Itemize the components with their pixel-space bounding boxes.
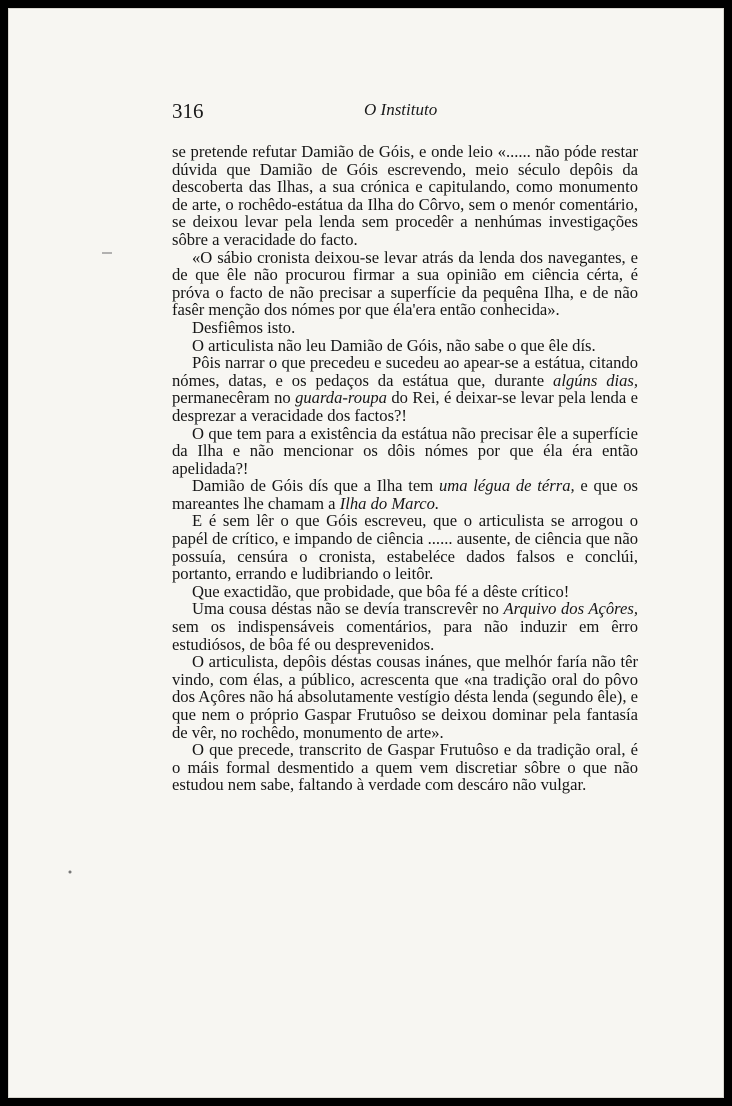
paragraph-p10	[172, 600, 638, 653]
paragraph-text: O articulista não leu Damião de Góis, não sabe o que êle dís.	[192, 335, 596, 355]
italic-text: uma légua de térra,	[438, 476, 575, 496]
paragraph-p12	[172, 741, 638, 794]
body-text	[172, 143, 638, 794]
paragraph-p5	[172, 354, 638, 424]
italic-text: guarda-roupa	[295, 388, 387, 408]
paragraph-text: O articulista, depôis déstas cousas inánes, que melhór faría não têr vindo, com élas, a público, acrescenta que «na tradição oral do pôvo dos Açôres não há absolutamente vestígio désta lenda (segundo êle), e que nem o próprio Gaspar Frutuôso se deixou dominar pela fantasía de vêr, no rochêdo, monumento de arte».	[172, 652, 638, 742]
paragraph-text: Que exactidão, que probidade, que bôa fé a dêste crítico!	[192, 581, 570, 601]
page-number: 316	[172, 99, 204, 123]
paragraph-text: se pretende refutar Damião de Góis, e onde leio «...... não póde restar dúvida que Damião de Góis escrevendo, meio século depôis da descoberta das Ilhas, a sua crónica e capitulando, como monumento de arte, o rochêdo-estátua da Ilha do Côrvo, sem o menór comentário, se deixou levar pela lenda sem procedêr a nenhúmas investigações sôbre a veracidade do facto.	[172, 142, 638, 249]
paragraph-text: sem os indispensáveis comentários, para não induzir em êrro estudiósos, de bôa fé ou desprevenidos.	[172, 617, 638, 654]
paragraph-text: permanecêram no	[172, 388, 296, 408]
paragraph-text: do Rei, é deixar-se levar pela lenda e desprezar a veracidade dos factos?!	[172, 388, 638, 425]
paragraph-p3	[172, 319, 638, 337]
running-title: O Instituto	[364, 100, 438, 119]
paragraph-text: e que os mareantes lhe chamam a	[172, 476, 638, 513]
italic-text: algúns dias,	[553, 370, 639, 390]
paragraph-p1	[172, 143, 638, 249]
paragraph-p8	[172, 512, 638, 582]
paragraph-p11	[172, 653, 638, 741]
paragraph-p4	[172, 337, 638, 355]
paragraph-text: O que tem para a existência da estátua não precisar êle a superfície da Ilha e não mencionar os dôis nómes por que éla éra então apelidada?!	[172, 423, 638, 478]
paragraph-p2	[172, 249, 638, 319]
paragraph-text: Desfiêmos isto.	[192, 317, 296, 337]
italic-text: Arquivo dos Açôres,	[503, 599, 638, 619]
italic-text: Ilha do Marco.	[339, 493, 440, 513]
paragraph-text: Pôis narrar o que precedeu e sucedeu ao apear-se a estátua, citando nómes, datas, e os pedaços da estátua que, durante	[172, 353, 638, 390]
page-header	[172, 99, 552, 125]
paragraph-text: Uma cousa déstas não se devía transcrevêr no	[192, 599, 504, 619]
paragraph-text: E é sem lêr o que Góis escreveu, que o articulista se arrogou o papél de crítico, e impando de ciência ...... ausente, de ciência que não possuía, censúra o cronista, estabeléce dados falsos e conclúi, portanto, errando e ludibriando o leitôr.	[172, 511, 638, 584]
paragraph-text: Damião de Góis dís que a Ilha tem	[192, 476, 439, 496]
paragraph-p7	[172, 477, 638, 512]
paragraph-p9	[172, 583, 638, 601]
paragraph-text: O que precede, transcrito de Gaspar Frutuôso e da tradição oral, é o máis formal desmentido a quem vem discretiar sôbre o que não estudou nem sabe, faltando à verdade com descáro não vulgar.	[172, 740, 638, 795]
paragraph-text: «O sábio cronista deixou-se levar atrás da lenda dos navegantes, e de que êle não procurou firmar a sua opinião em ciência cérta, é próva o facto de não precisar a superfície da pequêna Ilha, e de não fasêr menção dos nómes por que éla'era então conhecida».	[172, 247, 638, 320]
book-page	[8, 8, 724, 1098]
paragraph-p6	[172, 425, 638, 478]
